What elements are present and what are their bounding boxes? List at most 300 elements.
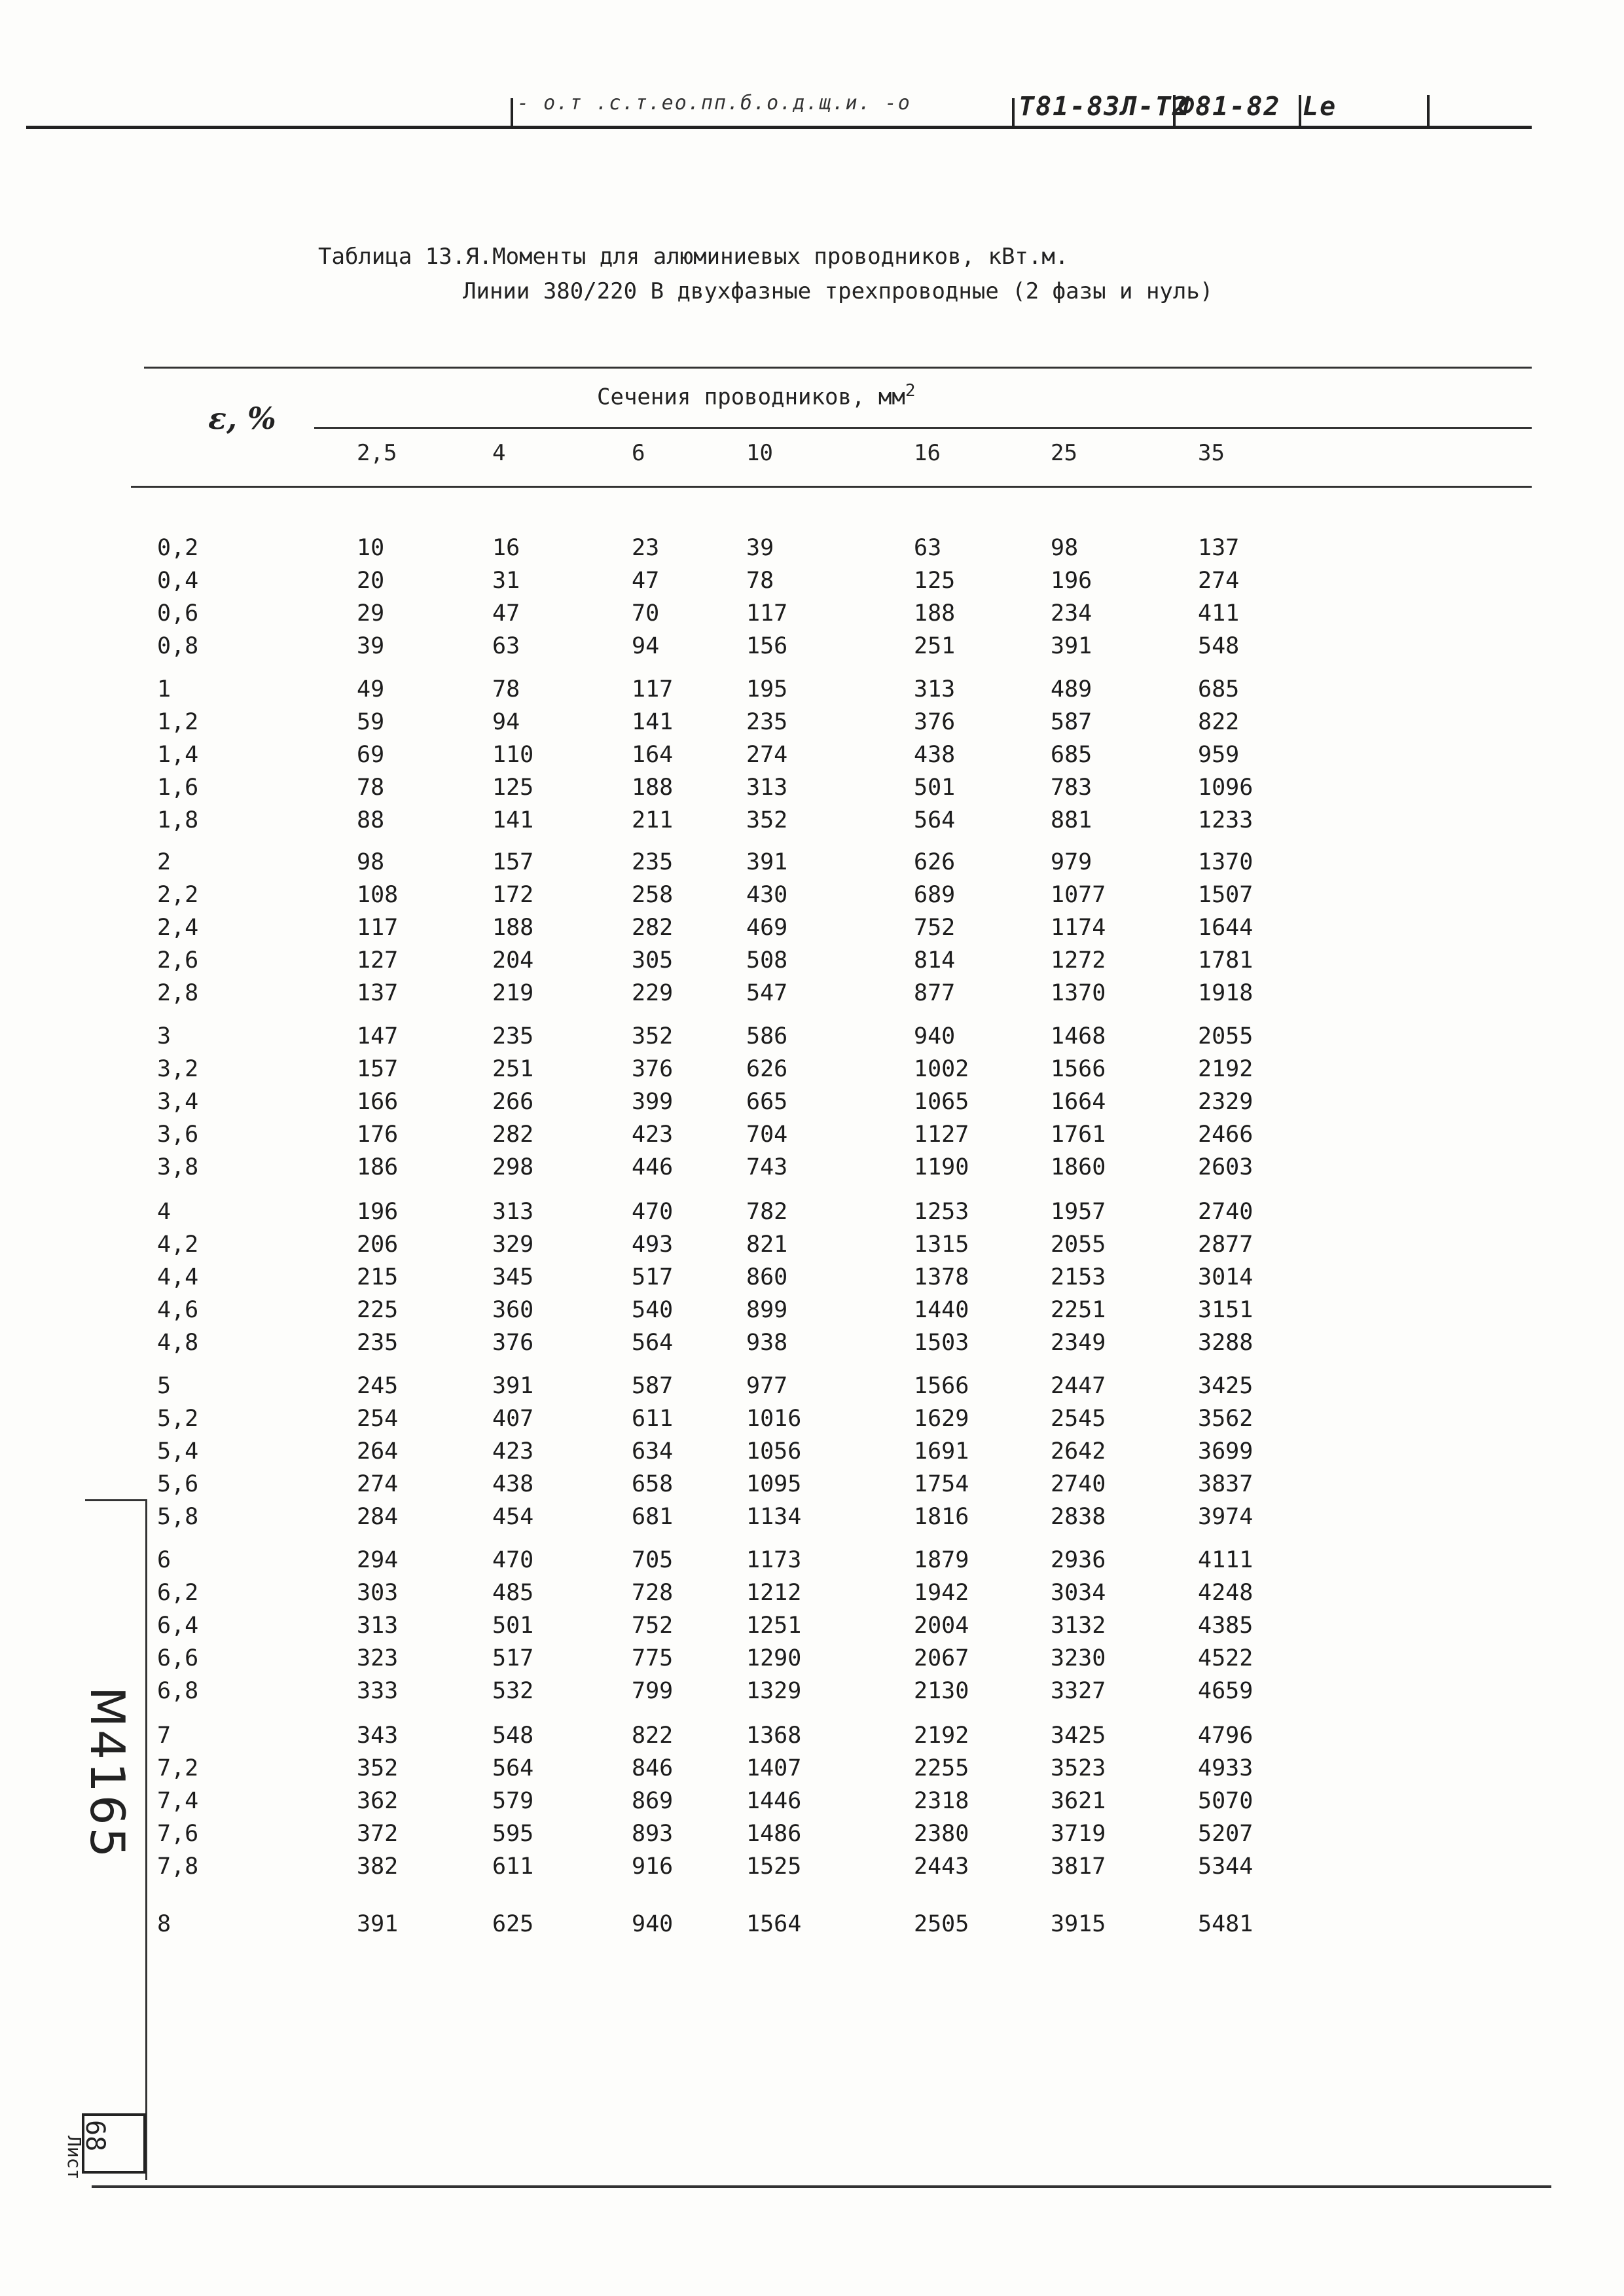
- value-cell: 235: [746, 709, 788, 735]
- value-cell: 881: [1051, 807, 1092, 833]
- value-cell: 782: [746, 1199, 788, 1225]
- sections-header-text: Сечения проводников, мм: [597, 384, 905, 410]
- value-cell: 438: [492, 1471, 534, 1497]
- epsilon-cell: 2,8: [157, 980, 199, 1006]
- epsilon-cell: 0,8: [157, 633, 199, 659]
- value-cell: 438: [914, 742, 956, 768]
- epsilon-cell: 4,4: [157, 1264, 199, 1290]
- value-cell: 234: [1051, 600, 1092, 627]
- value-cell: 39: [357, 633, 385, 659]
- value-cell: 1272: [1051, 947, 1106, 974]
- value-cell: 634: [632, 1438, 674, 1465]
- value-cell: 3132: [1051, 1613, 1106, 1639]
- value-cell: 235: [357, 1330, 399, 1356]
- sections-header-unit-exponent: 2: [905, 381, 916, 401]
- value-cell: 376: [632, 1056, 674, 1082]
- value-cell: 294: [357, 1547, 399, 1573]
- table-row: [0, 1294, 1624, 1326]
- value-cell: 1134: [746, 1504, 802, 1530]
- value-cell: 454: [492, 1504, 534, 1530]
- value-cell: 1446: [746, 1788, 802, 1814]
- sheet-label: Лист: [63, 2136, 85, 2180]
- value-cell: 1566: [914, 1373, 969, 1399]
- value-cell: 1329: [746, 1678, 802, 1704]
- table-row: [0, 1151, 1624, 1184]
- epsilon-cell: 5,4: [157, 1438, 199, 1465]
- column-header: 10: [746, 440, 773, 466]
- value-cell: 266: [492, 1089, 534, 1115]
- value-cell: 147: [357, 1023, 399, 1049]
- value-cell: 2447: [1051, 1373, 1106, 1399]
- table-header-bottom-rule: [131, 486, 1532, 488]
- value-cell: 258: [632, 882, 674, 908]
- value-cell: 1691: [914, 1438, 969, 1465]
- header-stamp-text: - о.т .с.т.ео.пп.б.о.д.щ.и. -о: [517, 92, 911, 115]
- value-cell: 4385: [1198, 1613, 1254, 1639]
- header-doc-code: Т81-83Л-Т2: [1019, 92, 1189, 122]
- value-cell: 2055: [1051, 1231, 1106, 1258]
- value-cell: 4248: [1198, 1580, 1254, 1606]
- value-cell: 1315: [914, 1231, 969, 1258]
- value-cell: 1440: [914, 1297, 969, 1323]
- value-cell: 31: [492, 568, 520, 594]
- value-cell: 2936: [1051, 1547, 1106, 1573]
- value-cell: 977: [746, 1373, 788, 1399]
- value-cell: 313: [357, 1613, 399, 1639]
- value-cell: 125: [492, 774, 534, 801]
- value-cell: 188: [914, 600, 956, 627]
- value-cell: 137: [357, 980, 399, 1006]
- value-cell: 423: [632, 1121, 674, 1148]
- binding-line-top: [85, 1499, 147, 1501]
- epsilon-cell: 0,4: [157, 568, 199, 594]
- value-cell: 2443: [914, 1853, 969, 1880]
- value-cell: 3837: [1198, 1471, 1254, 1497]
- value-cell: 333: [357, 1678, 399, 1704]
- table-row: [0, 1468, 1624, 1501]
- value-cell: 94: [492, 709, 520, 735]
- value-cell: 586: [746, 1023, 788, 1049]
- value-cell: 196: [357, 1199, 399, 1225]
- table-row: [0, 804, 1624, 837]
- epsilon-cell: 3,4: [157, 1089, 199, 1115]
- value-cell: 3014: [1198, 1264, 1254, 1290]
- epsilon-cell: 7,4: [157, 1788, 199, 1814]
- table-row: [0, 1118, 1624, 1151]
- value-cell: 469: [746, 915, 788, 941]
- value-cell: 108: [357, 882, 399, 908]
- value-cell: 254: [357, 1406, 399, 1432]
- value-cell: 547: [746, 980, 788, 1006]
- value-cell: 822: [632, 1722, 674, 1749]
- table-top-rule: [144, 367, 1532, 369]
- value-cell: 219: [492, 980, 534, 1006]
- value-cell: 1016: [746, 1406, 802, 1432]
- value-cell: 704: [746, 1121, 788, 1148]
- epsilon-cell: 6,4: [157, 1613, 199, 1639]
- value-cell: 117: [632, 676, 674, 702]
- table-row: [0, 944, 1624, 977]
- value-cell: 69: [357, 742, 385, 768]
- value-cell: 540: [632, 1297, 674, 1323]
- value-cell: 2192: [1198, 1056, 1254, 1082]
- value-cell: 3288: [1198, 1330, 1254, 1356]
- value-cell: 1525: [746, 1853, 802, 1880]
- value-cell: 3974: [1198, 1504, 1254, 1530]
- value-cell: 775: [632, 1645, 674, 1671]
- epsilon-cell: 2,6: [157, 947, 199, 974]
- value-cell: 1370: [1051, 980, 1106, 1006]
- value-cell: 264: [357, 1438, 399, 1465]
- value-cell: 940: [632, 1911, 674, 1937]
- table-row: [0, 673, 1624, 706]
- value-cell: 49: [357, 676, 385, 702]
- value-cell: 157: [357, 1056, 399, 1082]
- value-cell: 2329: [1198, 1089, 1254, 1115]
- value-cell: 1761: [1051, 1121, 1106, 1148]
- table-row: [0, 1195, 1624, 1228]
- value-cell: 893: [632, 1821, 674, 1847]
- value-cell: 204: [492, 947, 534, 974]
- value-cell: 1879: [914, 1547, 969, 1573]
- epsilon-cell: 1,2: [157, 709, 199, 735]
- value-cell: 665: [746, 1089, 788, 1115]
- value-cell: 245: [357, 1373, 399, 1399]
- value-cell: 352: [357, 1755, 399, 1781]
- value-cell: 3523: [1051, 1755, 1106, 1781]
- value-cell: 1065: [914, 1089, 969, 1115]
- value-cell: 78: [746, 568, 774, 594]
- epsilon-cell: 1,6: [157, 774, 199, 801]
- value-cell: 188: [492, 915, 534, 941]
- value-cell: 141: [632, 709, 674, 735]
- value-cell: 489: [1051, 676, 1092, 702]
- value-cell: 1644: [1198, 915, 1254, 941]
- value-cell: 423: [492, 1438, 534, 1465]
- value-cell: 548: [1198, 633, 1240, 659]
- column-header: 25: [1051, 440, 1077, 466]
- value-cell: 5070: [1198, 1788, 1254, 1814]
- value-cell: 352: [746, 807, 788, 833]
- table-row: [0, 1576, 1624, 1609]
- table-row: [0, 1642, 1624, 1675]
- table-row: [0, 1675, 1624, 1707]
- value-cell: 1503: [914, 1330, 969, 1356]
- value-cell: 625: [492, 1911, 534, 1937]
- value-cell: 470: [632, 1199, 674, 1225]
- value-cell: 1127: [914, 1121, 969, 1148]
- value-cell: 979: [1051, 849, 1092, 875]
- value-cell: 2603: [1198, 1154, 1254, 1180]
- value-cell: 274: [1198, 568, 1240, 594]
- value-cell: 4796: [1198, 1722, 1254, 1749]
- value-cell: 1566: [1051, 1056, 1106, 1082]
- value-cell: 1368: [746, 1722, 802, 1749]
- epsilon-cell: 6,8: [157, 1678, 199, 1704]
- epsilon-cell: 8: [157, 1911, 171, 1937]
- value-cell: 564: [914, 807, 956, 833]
- epsilon-cell: 4,6: [157, 1297, 199, 1323]
- epsilon-cell: 2,4: [157, 915, 199, 941]
- value-cell: 47: [492, 600, 520, 627]
- value-cell: 2466: [1198, 1121, 1254, 1148]
- value-cell: 1212: [746, 1580, 802, 1606]
- epsilon-cell: 5: [157, 1373, 171, 1399]
- value-cell: 2545: [1051, 1406, 1106, 1432]
- table-row: [0, 532, 1624, 564]
- value-cell: 3699: [1198, 1438, 1254, 1465]
- column-header: 4: [492, 440, 506, 466]
- value-cell: 4111: [1198, 1547, 1254, 1573]
- value-cell: 1781: [1198, 947, 1254, 974]
- value-cell: 611: [632, 1406, 674, 1432]
- value-cell: 1290: [746, 1645, 802, 1671]
- table-row: [0, 1719, 1624, 1752]
- epsilon-cell: 3,8: [157, 1154, 199, 1180]
- epsilon-cell: 5,2: [157, 1406, 199, 1432]
- value-cell: 1077: [1051, 882, 1106, 908]
- value-cell: 1918: [1198, 980, 1254, 1006]
- epsilon-cell: 6,6: [157, 1645, 199, 1671]
- table-row: [0, 1020, 1624, 1053]
- value-cell: 407: [492, 1406, 534, 1432]
- value-cell: 1233: [1198, 807, 1254, 833]
- table-row: [0, 879, 1624, 911]
- value-cell: 70: [632, 600, 660, 627]
- value-cell: 705: [632, 1547, 674, 1573]
- value-cell: 3562: [1198, 1406, 1254, 1432]
- value-cell: 3327: [1051, 1678, 1106, 1704]
- value-cell: 172: [492, 882, 534, 908]
- value-cell: 2192: [914, 1722, 969, 1749]
- column-header: 6: [632, 440, 645, 466]
- epsilon-cell: 0,6: [157, 600, 199, 627]
- header-tick: [1427, 95, 1430, 128]
- table-row: [0, 1435, 1624, 1468]
- value-cell: 88: [357, 807, 385, 833]
- table-row: [0, 1609, 1624, 1642]
- epsilon-cell: 5,6: [157, 1471, 199, 1497]
- value-cell: 814: [914, 947, 956, 974]
- value-cell: 752: [914, 915, 956, 941]
- value-cell: 305: [632, 947, 674, 974]
- value-cell: 587: [632, 1373, 674, 1399]
- table-subtitle: Линии 380/220 В двухфазные трехпроводные (2 фазы и нуль): [463, 278, 1214, 304]
- value-cell: 1942: [914, 1580, 969, 1606]
- value-cell: 1507: [1198, 882, 1254, 908]
- table-title: Таблица 13.Я.Моменты для алюминиевых проводников, кВт.м.: [318, 244, 1069, 270]
- epsilon-cell: 7: [157, 1722, 171, 1749]
- value-cell: 1253: [914, 1199, 969, 1225]
- epsilon-cell: 3: [157, 1023, 171, 1049]
- value-cell: 564: [632, 1330, 674, 1356]
- epsilon-cell: 6,2: [157, 1580, 199, 1606]
- value-cell: 127: [357, 947, 399, 974]
- value-cell: 2740: [1051, 1471, 1106, 1497]
- header-doc-code: Ф81-82: [1178, 92, 1281, 122]
- value-cell: 382: [357, 1853, 399, 1880]
- epsilon-cell: 4,8: [157, 1330, 199, 1356]
- value-cell: 1173: [746, 1547, 802, 1573]
- epsilon-cell: 7,8: [157, 1853, 199, 1880]
- value-cell: 1816: [914, 1504, 969, 1530]
- page-bottom-rule: [92, 2185, 1551, 2188]
- value-cell: 164: [632, 742, 674, 768]
- value-cell: 117: [357, 915, 399, 941]
- table-row: [0, 1817, 1624, 1850]
- binding-line: [145, 1499, 147, 2180]
- value-cell: 391: [746, 849, 788, 875]
- value-cell: 59: [357, 709, 385, 735]
- value-cell: 626: [914, 849, 956, 875]
- value-cell: 2505: [914, 1911, 969, 1937]
- value-cell: 141: [492, 807, 534, 833]
- value-cell: 215: [357, 1264, 399, 1290]
- value-cell: 959: [1198, 742, 1240, 768]
- value-cell: 869: [632, 1788, 674, 1814]
- value-cell: 1002: [914, 1056, 969, 1082]
- value-cell: 1378: [914, 1264, 969, 1290]
- value-cell: 3151: [1198, 1297, 1254, 1323]
- sections-rule: [314, 427, 1532, 429]
- value-cell: 2130: [914, 1678, 969, 1704]
- value-cell: 78: [357, 774, 385, 801]
- value-cell: 156: [746, 633, 788, 659]
- value-cell: 2251: [1051, 1297, 1106, 1323]
- value-cell: 225: [357, 1297, 399, 1323]
- value-cell: 251: [914, 633, 956, 659]
- table-row: [0, 846, 1624, 879]
- value-cell: 743: [746, 1154, 788, 1180]
- value-cell: 63: [492, 633, 520, 659]
- epsilon-cell: 6: [157, 1547, 171, 1573]
- epsilon-cell: 7,2: [157, 1755, 199, 1781]
- value-cell: 517: [492, 1645, 534, 1671]
- table-row: [0, 1326, 1624, 1359]
- value-cell: 284: [357, 1504, 399, 1530]
- value-cell: 235: [632, 849, 674, 875]
- value-cell: 10: [357, 535, 385, 561]
- value-cell: 2255: [914, 1755, 969, 1781]
- value-cell: 110: [492, 742, 534, 768]
- value-cell: 685: [1051, 742, 1092, 768]
- value-cell: 2153: [1051, 1264, 1106, 1290]
- value-cell: 166: [357, 1089, 399, 1115]
- table-row: [0, 630, 1624, 663]
- value-cell: 485: [492, 1580, 534, 1606]
- value-cell: 176: [357, 1121, 399, 1148]
- sheet-number: 68: [80, 2120, 110, 2152]
- value-cell: 1664: [1051, 1089, 1106, 1115]
- value-cell: 313: [492, 1199, 534, 1225]
- value-cell: 298: [492, 1154, 534, 1180]
- value-cell: 39: [746, 535, 774, 561]
- value-cell: 411: [1198, 600, 1240, 627]
- value-cell: 2877: [1198, 1231, 1254, 1258]
- value-cell: 16: [492, 535, 520, 561]
- value-cell: 98: [1051, 535, 1079, 561]
- value-cell: 493: [632, 1231, 674, 1258]
- value-cell: 399: [632, 1089, 674, 1115]
- value-cell: 3230: [1051, 1645, 1106, 1671]
- table-row: [0, 1228, 1624, 1261]
- value-cell: 821: [746, 1231, 788, 1258]
- value-cell: 1754: [914, 1471, 969, 1497]
- table-row: [0, 564, 1624, 597]
- value-cell: 877: [914, 980, 956, 1006]
- table-row: [0, 771, 1624, 804]
- value-cell: 508: [746, 947, 788, 974]
- epsilon-cell: 1,8: [157, 807, 199, 833]
- value-cell: 235: [492, 1023, 534, 1049]
- table-row: [0, 1085, 1624, 1118]
- value-cell: 1564: [746, 1911, 802, 1937]
- value-cell: 1468: [1051, 1023, 1106, 1049]
- value-cell: 313: [746, 774, 788, 801]
- value-cell: 532: [492, 1678, 534, 1704]
- value-cell: 626: [746, 1056, 788, 1082]
- value-cell: 282: [492, 1121, 534, 1148]
- table-row: [0, 738, 1624, 771]
- value-cell: 94: [632, 633, 660, 659]
- value-cell: 206: [357, 1231, 399, 1258]
- value-cell: 470: [492, 1547, 534, 1573]
- value-cell: 501: [492, 1613, 534, 1639]
- epsilon-cell: 2: [157, 849, 171, 875]
- value-cell: 1370: [1198, 849, 1254, 875]
- value-cell: 343: [357, 1722, 399, 1749]
- value-cell: 940: [914, 1023, 956, 1049]
- value-cell: 2318: [914, 1788, 969, 1814]
- value-cell: 2067: [914, 1645, 969, 1671]
- value-cell: 517: [632, 1264, 674, 1290]
- value-cell: 2349: [1051, 1330, 1106, 1356]
- value-cell: 587: [1051, 709, 1092, 735]
- value-cell: 3621: [1051, 1788, 1106, 1814]
- value-cell: 501: [914, 774, 956, 801]
- value-cell: 595: [492, 1821, 534, 1847]
- value-cell: 822: [1198, 709, 1240, 735]
- value-cell: 188: [632, 774, 674, 801]
- value-cell: 1957: [1051, 1199, 1106, 1225]
- value-cell: 685: [1198, 676, 1240, 702]
- table-row: [0, 1402, 1624, 1435]
- value-cell: 313: [914, 676, 956, 702]
- header-rule: [26, 126, 1532, 129]
- epsilon-cell: 5,8: [157, 1504, 199, 1530]
- value-cell: 391: [1051, 633, 1092, 659]
- sections-header: [597, 381, 915, 410]
- value-cell: 2740: [1198, 1199, 1254, 1225]
- value-cell: 689: [914, 882, 956, 908]
- table-row: [0, 977, 1624, 1010]
- value-cell: 274: [357, 1471, 399, 1497]
- value-cell: 1190: [914, 1154, 969, 1180]
- value-cell: 362: [357, 1788, 399, 1814]
- value-cell: 2642: [1051, 1438, 1106, 1465]
- value-cell: 611: [492, 1853, 534, 1880]
- value-cell: 195: [746, 676, 788, 702]
- value-cell: 274: [746, 742, 788, 768]
- value-cell: 376: [914, 709, 956, 735]
- value-cell: 196: [1051, 568, 1092, 594]
- epsilon-column-header: ε, %: [208, 401, 276, 436]
- value-cell: 3719: [1051, 1821, 1106, 1847]
- value-cell: 899: [746, 1297, 788, 1323]
- table-row: [0, 706, 1624, 738]
- table-row: [0, 1370, 1624, 1402]
- value-cell: 1174: [1051, 915, 1106, 941]
